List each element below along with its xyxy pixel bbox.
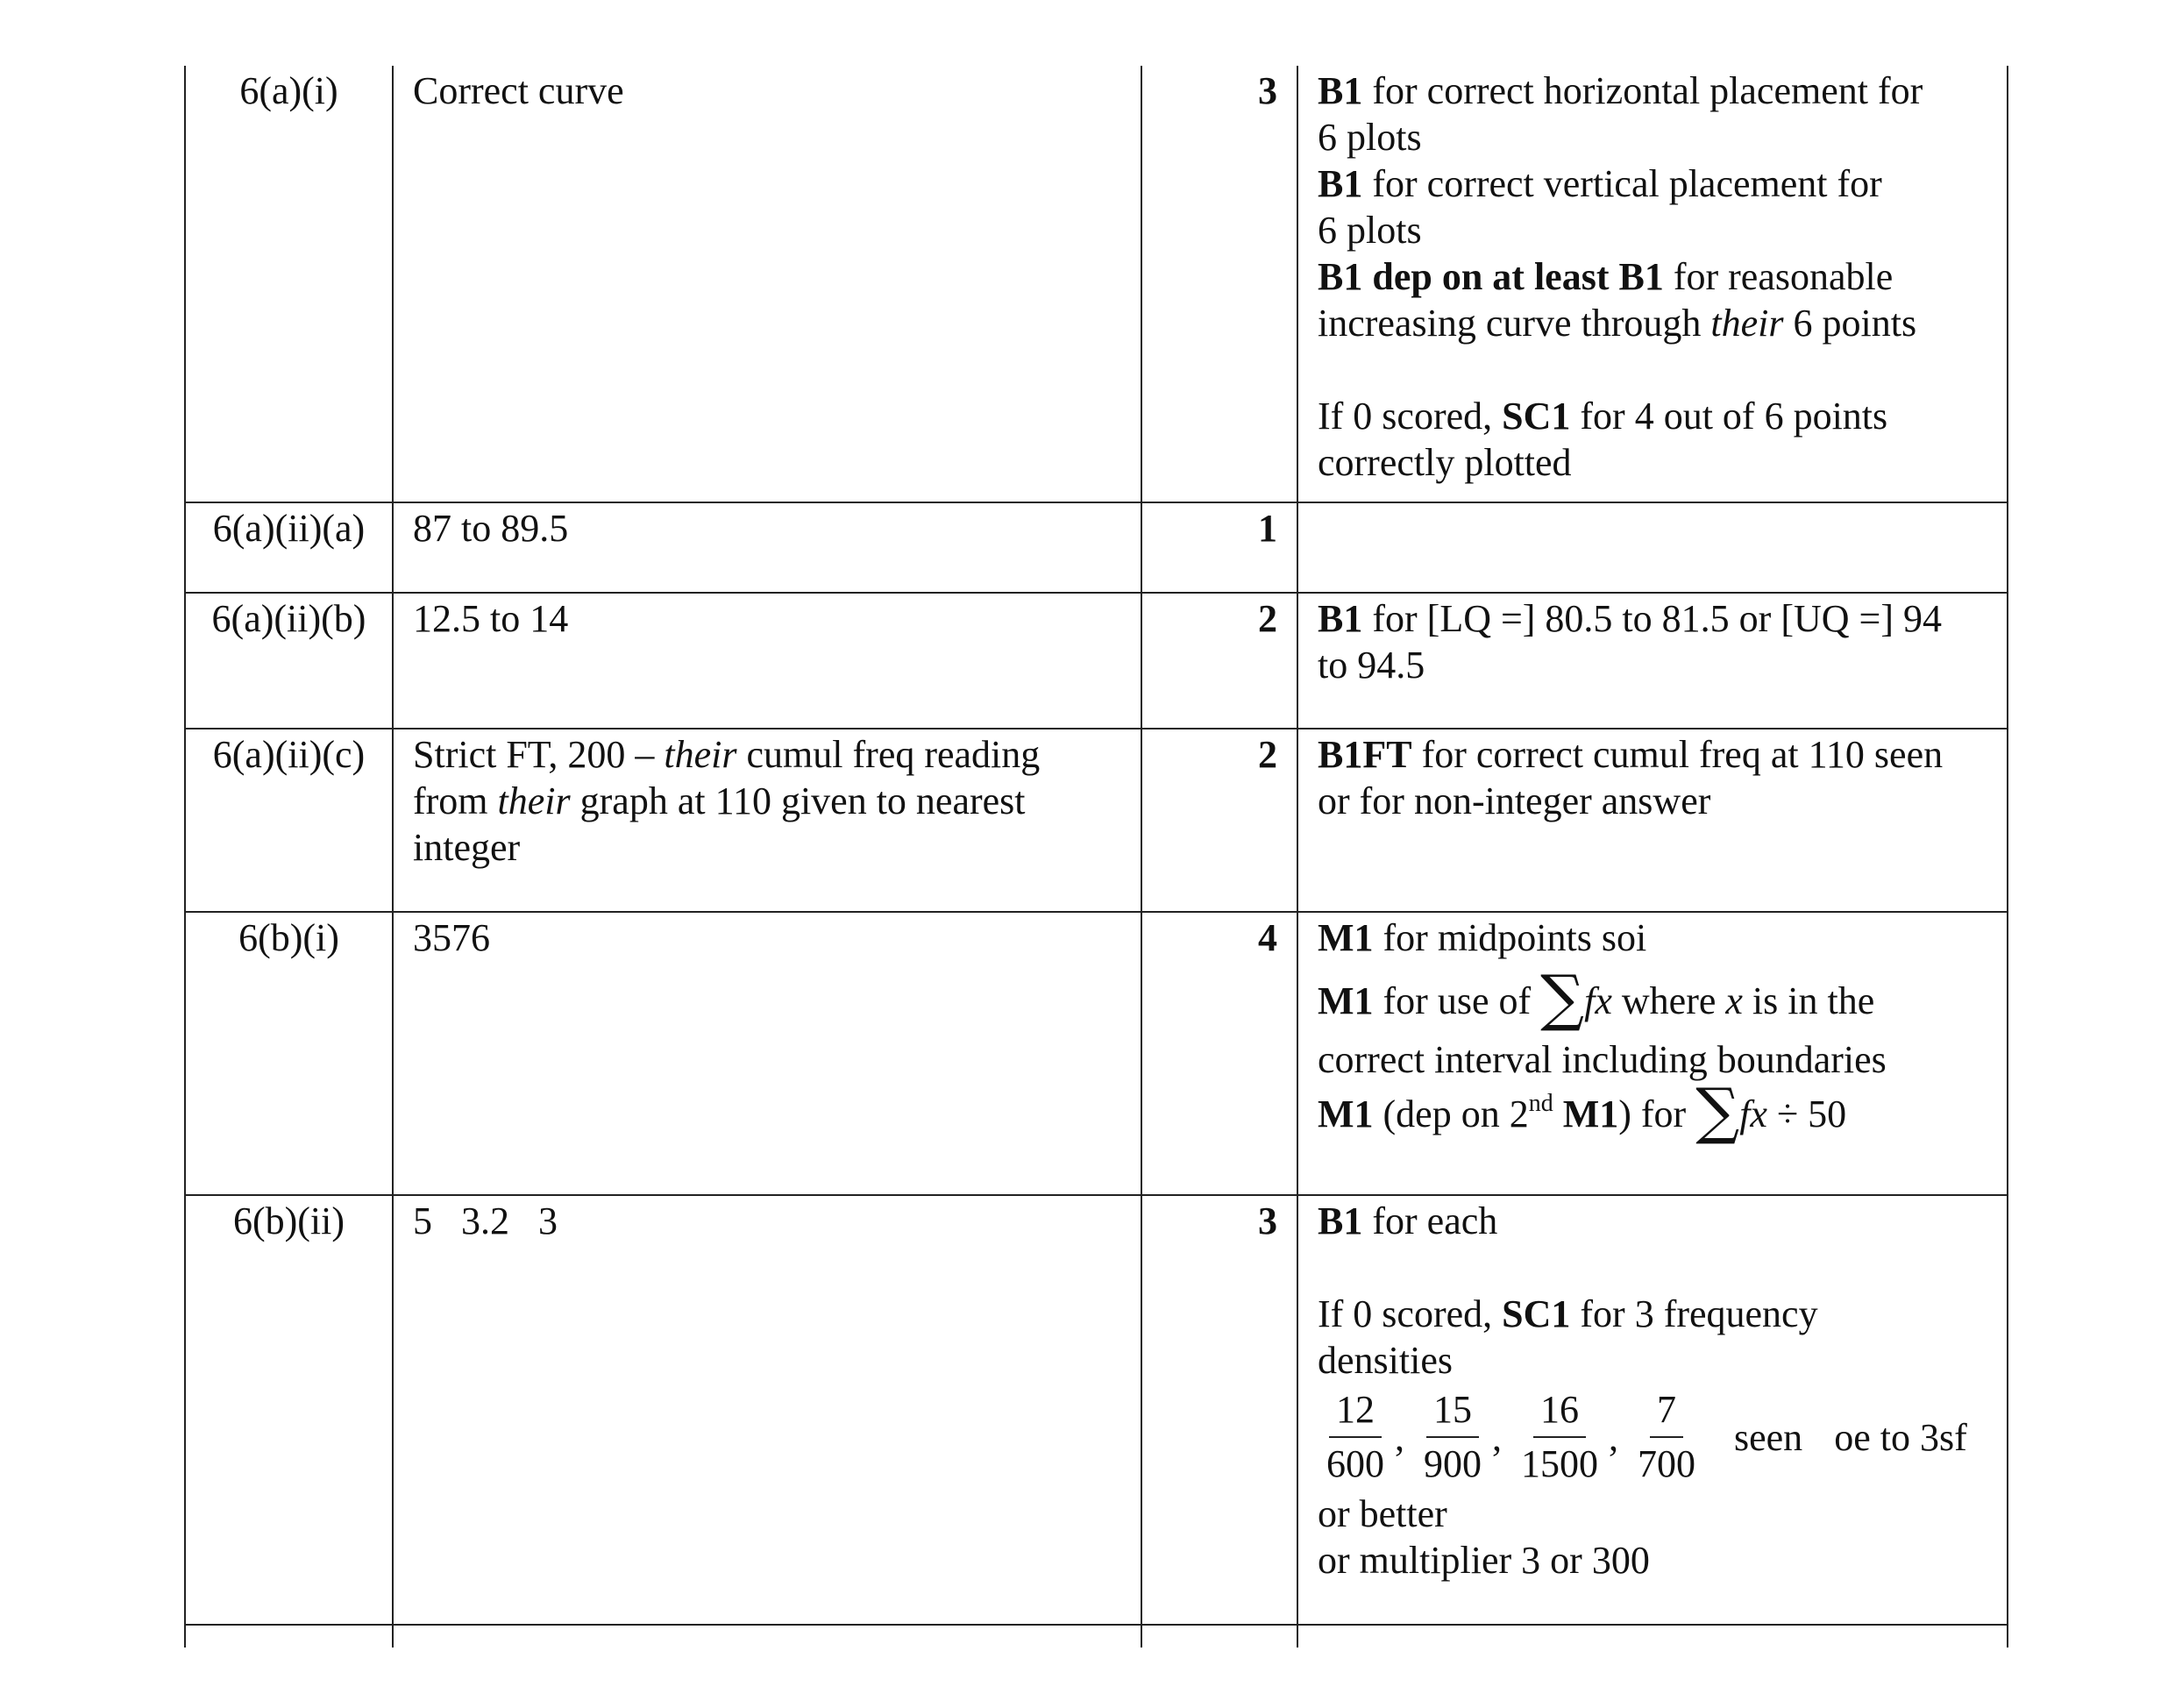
frequency-density-fractions: $\frac{12}{600}$ , $\frac{15}{900}$ , $\frac{16}{1500}$ , $\frac{7}{700}$ seen oe to 3sf	[1318, 1384, 1993, 1491]
question-cell: 6(a)(ii)(b)	[185, 593, 393, 729]
guidance-line: M1 for use of ∑fx where x is in the	[1318, 962, 1875, 1034]
guidance-cell	[1297, 66, 2008, 502]
answer-cell: 5 3.2 3	[393, 1195, 1141, 1625]
answer-cell: 3576	[393, 912, 1141, 1195]
guidance-line: or better	[1318, 1492, 1447, 1535]
guidance-cell	[1297, 502, 2008, 593]
guidance-line: B1 dep on at least B1 for reasonable	[1318, 255, 1894, 298]
mark-scheme-table	[184, 66, 2008, 1648]
marks-cell: 4	[1141, 912, 1297, 1195]
marks-cell: 2	[1141, 593, 1297, 729]
fraction: $\frac{12}{600}$	[1319, 1384, 1391, 1491]
question-cell: 6(a)(ii)(a)	[185, 502, 393, 593]
guidance-line: M1 for midpoints soi	[1318, 916, 1647, 959]
sigma-symbol: ∑	[1695, 1075, 1740, 1147]
guidance-line: correctly plotted	[1318, 441, 1572, 484]
guidance-cell	[1297, 912, 2008, 1195]
guidance-line: increasing curve through their 6 points	[1318, 302, 1917, 345]
guidance-line: If 0 scored, SC1 for 3 frequency	[1318, 1292, 1818, 1335]
answer-cell: Strict FT, 200 – their cumul freq reading from their graph at 110 given to nearest integer	[393, 729, 1141, 912]
marks-cell: 3	[1141, 1195, 1297, 1625]
guidance-line: B1FT for correct cumul freq at 110 seen	[1318, 733, 1944, 776]
guidance-line: M1 (dep on 2nd M1) for ∑fx ÷ 50	[1318, 1075, 1847, 1147]
guidance-line: 6 plots	[1318, 116, 1422, 159]
guidance-line: B1 for [LQ =] 80.5 to 81.5 or [UQ =] 94	[1318, 597, 1942, 640]
guidance-cell	[1297, 1195, 2008, 1625]
guidance-line: If 0 scored, SC1 for 4 out of 6 points	[1318, 395, 1888, 438]
guidance-line: correct interval including boundaries	[1318, 1038, 1887, 1081]
guidance-line: densities	[1318, 1339, 1453, 1382]
table-row-continuation	[185, 1625, 2008, 1648]
question-cell: 6(a)(i)	[185, 66, 393, 502]
marks-cell: 1	[1141, 502, 1297, 593]
answer-cell: 12.5 to 14	[393, 593, 1141, 729]
guidance-line: 6 plots	[1318, 209, 1422, 252]
marks-cell: 2	[1141, 729, 1297, 912]
table-row	[185, 1195, 2008, 1625]
table-row	[185, 66, 2008, 502]
guidance-line: B1 for correct horizontal placement for	[1318, 69, 1923, 112]
fraction: $\frac{15}{900}$	[1417, 1384, 1489, 1491]
fraction: $\frac{7}{700}$	[1631, 1384, 1702, 1491]
guidance-line: or multiplier 3 or 300	[1318, 1539, 1650, 1582]
guidance-cell	[1297, 729, 2008, 912]
fraction: $\frac{16}{1500}$	[1514, 1384, 1605, 1491]
answer-cell: 87 to 89.5	[393, 502, 1141, 593]
guidance-cell	[1297, 593, 2008, 729]
table-row	[185, 912, 2008, 1195]
question-cell: 6(a)(ii)(c)	[185, 729, 393, 912]
guidance-line: B1 for each	[1318, 1199, 1498, 1242]
table-row	[185, 729, 2008, 912]
guidance-line: to 94.5	[1318, 644, 1425, 687]
question-cell: 6(b)(ii)	[185, 1195, 393, 1625]
marks-cell: 3	[1141, 66, 1297, 502]
table-row	[185, 593, 2008, 729]
sigma-symbol: ∑	[1540, 962, 1585, 1034]
guidance-line: or for non-integer answer	[1318, 779, 1711, 822]
guidance-line: B1 for correct vertical placement for	[1318, 162, 1882, 205]
answer-cell: Correct curve	[393, 66, 1141, 502]
table-row	[185, 502, 2008, 593]
question-cell: 6(b)(i)	[185, 912, 393, 1195]
